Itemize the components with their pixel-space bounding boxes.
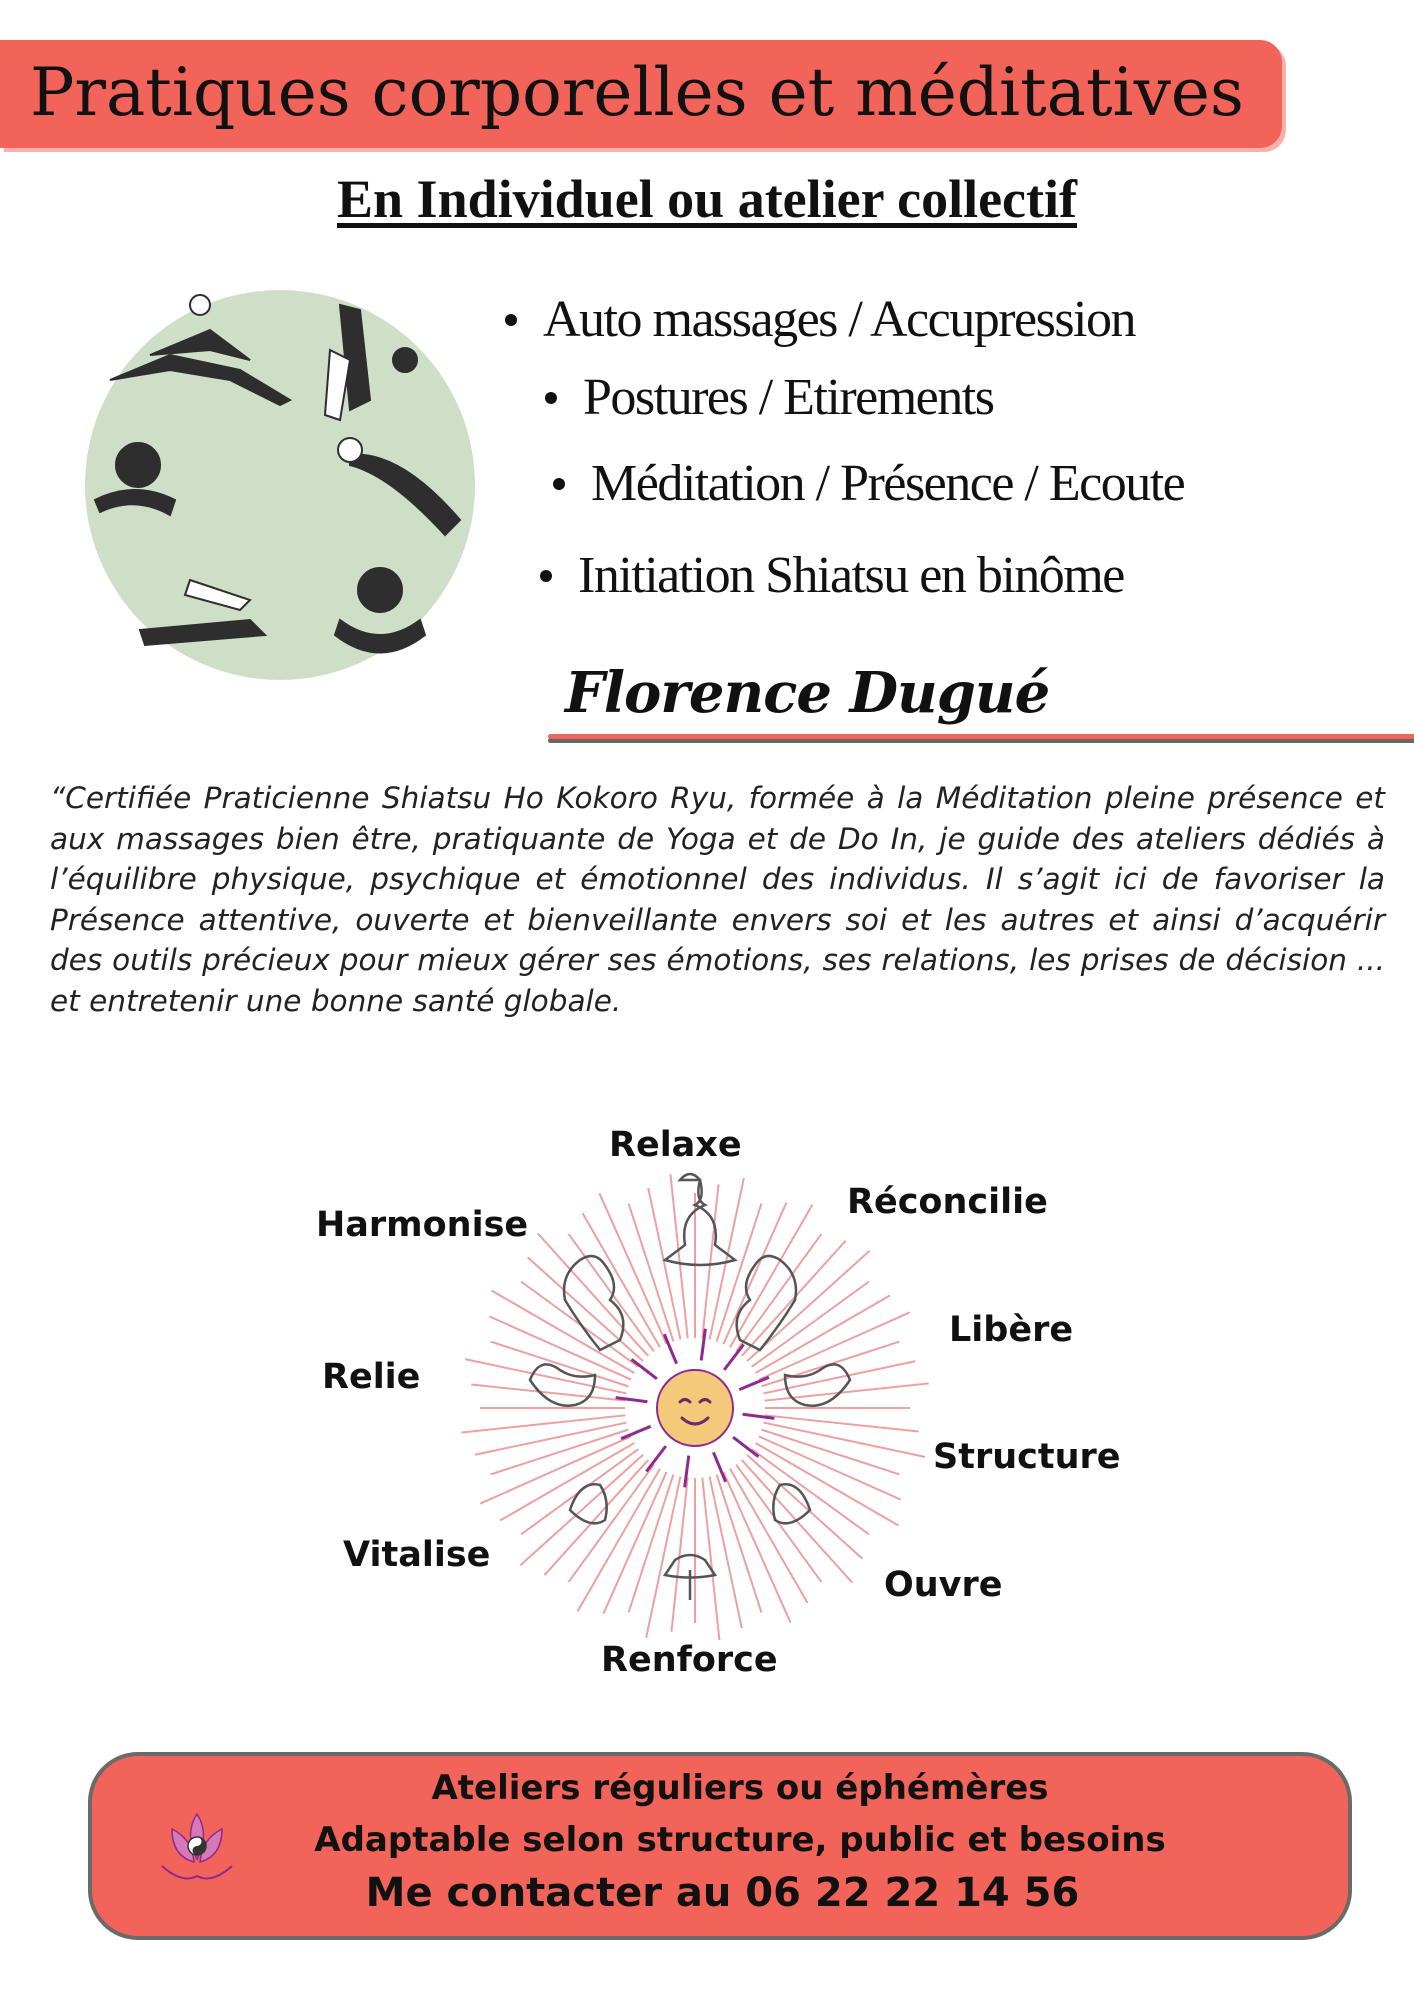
name-underline [548,734,1414,739]
sun-ray [461,1415,625,1432]
practice-item [540,546,1124,605]
footer-banner [88,1752,1352,1940]
benefit-label-reconcilie: Réconcilie [847,1182,1048,1222]
sun-ray [756,1443,899,1526]
practice-item [545,368,993,427]
sun-ray [670,1174,687,1338]
practitioner-quote: “Certifiée Praticienne Shiatsu Ho Kokoro Ryu, formée à la Méditation pleine présence et aux massages bien être, pratiquante de Yoga et de Do In, je guide des ateliers dédiés à l’équilibre physique, psychique et émotionnel des individus. Il s’agit ici de favoriser la Présence attentive, ouverte et bienveillante envers soi et les autres et ainsi d’acquérir des outils précieux pour mieux gérer ses émotions, ses relations, les prises de décision ... et entretenir une bonne santé globale. [50,781,1385,1018]
practice-label: Initiation Shiatsu en binôme [578,547,1124,604]
benefit-label-ouvre: Ouvre [884,1565,1003,1605]
bullet-icon [545,392,557,404]
practitioner-name: Florence Dugué [565,660,1050,726]
benefit-label-vitalise: Vitalise [343,1535,491,1575]
benefit-label-structure: Structure [933,1437,1121,1477]
title-banner [0,40,1282,148]
inner-ray [739,1377,769,1389]
sun-ray [520,1455,643,1565]
page-subtitle: En Individuel ou atelier collectif [337,169,1077,229]
practice-label: Auto massages / Accupression [543,291,1136,348]
benefit-label-libere: Libère [949,1310,1074,1350]
bullet-icon [505,314,517,326]
sun-ray [646,1476,680,1637]
inner-ray [621,1426,651,1438]
benefit-label-harmonise: Harmonise [316,1205,529,1245]
sun-ray [538,1233,648,1356]
inner-ray [724,1344,743,1369]
benefit-label-renforce: Renforce [601,1640,778,1680]
practice-label: Postures / Etirements [583,369,994,426]
practice-item [505,290,1135,349]
footer-line-2: Adaptable selon structure, public et besoins [314,1820,1166,1860]
sun-ray [765,1415,919,1431]
practice-label: Méditation / Présence / Ecoute [591,455,1185,512]
inner-ray [646,1446,665,1471]
inner-ray [631,1359,656,1378]
practice-item [553,454,1184,513]
benefit-label-relie: Relie [322,1357,421,1397]
footer-line-1: Ateliers réguliers ou éphémères [431,1768,1049,1808]
inner-ray [733,1437,758,1456]
sun-ray [578,1469,661,1612]
sun-ray [730,1204,813,1347]
inner-ray [664,1334,676,1364]
bullet-icon [553,478,565,490]
sun-ray [702,1184,718,1338]
contact-phone: Me contacter au 06 22 22 14 56 [365,1870,1080,1916]
inner-ray [713,1452,725,1482]
bullet-icon [540,570,552,582]
page-title: Pratiques corporelles et méditatives [30,54,1244,131]
sun-icon [657,1370,733,1446]
yoga-poses-illustration [50,250,510,710]
benefit-label-relaxe: Relaxe [609,1125,742,1165]
sun-ray [763,1423,924,1457]
